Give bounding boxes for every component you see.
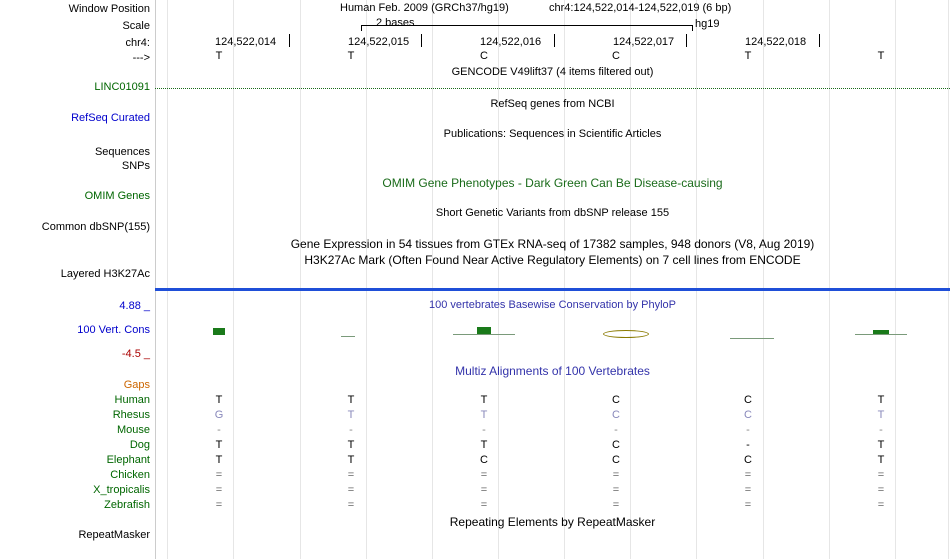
ruler-tick-label: 124,522,018 bbox=[745, 36, 807, 48]
ruler-tick-mark bbox=[819, 34, 820, 47]
align-base: T bbox=[215, 439, 223, 451]
label-linc01091[interactable]: LINC01091 bbox=[94, 81, 150, 93]
track-title-refseq[interactable]: RefSeq genes from NCBI bbox=[490, 98, 615, 110]
align-base: C bbox=[612, 454, 620, 466]
align-base: T bbox=[347, 409, 355, 421]
phylop-bar bbox=[341, 336, 355, 337]
align-base: - bbox=[614, 424, 618, 436]
track-title-omim[interactable]: OMIM Gene Phenotypes - Dark Green Can Be Disease-causing bbox=[382, 176, 723, 190]
align-base: = bbox=[215, 484, 223, 496]
track-title-multiz[interactable]: Multiz Alignments of 100 Vertebrates bbox=[455, 364, 650, 378]
label-species-rhesus[interactable]: Rhesus bbox=[112, 409, 150, 421]
align-base: T bbox=[215, 394, 223, 406]
phylop-bar bbox=[477, 327, 491, 334]
ruler-tick-label: 124,522,017 bbox=[613, 36, 675, 48]
align-base: = bbox=[744, 484, 752, 496]
reference-base: T bbox=[744, 50, 752, 62]
phylop-bar bbox=[213, 328, 225, 335]
align-base: T bbox=[347, 394, 355, 406]
label-window-position: Window Position bbox=[68, 3, 150, 15]
track-title-gtex[interactable]: Gene Expression in 54 tissues from GTEx RNA-seq of 17382 samples, 948 donors (V8, Aug 2019) bbox=[290, 237, 815, 251]
phylop-bar bbox=[603, 330, 649, 338]
align-base: = bbox=[480, 499, 488, 511]
align-base: G bbox=[214, 409, 224, 421]
align-base: = bbox=[612, 499, 620, 511]
align-base: = bbox=[215, 469, 223, 481]
align-base: T bbox=[480, 394, 488, 406]
linc01091-feature[interactable] bbox=[155, 88, 950, 90]
align-base: C bbox=[744, 454, 752, 466]
ruler-tick-label: 124,522,015 bbox=[348, 36, 410, 48]
label-species-mouse[interactable]: Mouse bbox=[116, 424, 150, 436]
align-base: = bbox=[744, 499, 752, 511]
reference-base: C bbox=[612, 50, 620, 62]
track-title-h3k27ac[interactable]: H3K27Ac Mark (Often Found Near Active Regulatory Elements) on 7 cell lines from ENCODE bbox=[304, 253, 801, 267]
label-species-zebrafish[interactable]: Zebrafish bbox=[104, 499, 150, 511]
reference-base: C bbox=[480, 50, 488, 62]
align-base: T bbox=[347, 439, 355, 451]
scale-assembly-label: hg19 bbox=[695, 18, 720, 30]
phylop-bar bbox=[730, 338, 774, 339]
label-species-human[interactable]: Human bbox=[114, 394, 150, 406]
align-base: T bbox=[877, 394, 885, 406]
align-base: - bbox=[482, 424, 486, 436]
align-base: T bbox=[877, 454, 885, 466]
grid-lines bbox=[155, 0, 950, 559]
label-phylop-min: -4.5 _ bbox=[121, 348, 150, 360]
track-title-publications[interactable]: Publications: Sequences in Scientific Articles bbox=[443, 128, 662, 140]
label-refseq-curated[interactable]: RefSeq Curated bbox=[71, 112, 150, 124]
label-phylop-max: 4.88 _ bbox=[119, 300, 150, 312]
label-chrom: chr4: bbox=[125, 37, 150, 49]
align-base: = bbox=[347, 469, 355, 481]
align-base: - bbox=[217, 424, 221, 436]
label-sequences[interactable]: Sequences bbox=[94, 146, 150, 158]
ruler-tick-label: 124,522,014 bbox=[215, 36, 277, 48]
align-base: T bbox=[215, 454, 223, 466]
align-base: C bbox=[612, 439, 620, 451]
align-base: = bbox=[744, 469, 752, 481]
align-base: = bbox=[877, 499, 885, 511]
label-scale: Scale bbox=[122, 20, 150, 32]
assembly-title: Human Feb. 2009 (GRCh37/hg19) bbox=[340, 2, 509, 14]
coordinate-readout: chr4:124,522,014-124,522,019 (6 bp) bbox=[549, 2, 732, 14]
align-base: T bbox=[347, 454, 355, 466]
align-base: T bbox=[480, 409, 488, 421]
align-base: = bbox=[877, 484, 885, 496]
align-base: C bbox=[480, 454, 488, 466]
reference-base: T bbox=[877, 50, 885, 62]
align-base: = bbox=[347, 499, 355, 511]
ruler-tick-mark bbox=[421, 34, 422, 47]
phylop-baseline bbox=[855, 334, 907, 335]
phylop-baseline bbox=[453, 334, 515, 335]
label-species-dog[interactable]: Dog bbox=[129, 439, 150, 451]
label-100vert-cons[interactable]: 100 Vert. Cons bbox=[77, 324, 150, 336]
align-base: - bbox=[879, 424, 883, 436]
align-base: = bbox=[877, 469, 885, 481]
label-omim-genes[interactable]: OMIM Genes bbox=[84, 190, 150, 202]
align-base: C bbox=[744, 409, 752, 421]
scale-value: 2 bases bbox=[376, 17, 415, 29]
track-title-dbsnp[interactable]: Short Genetic Variants from dbSNP release 155 bbox=[435, 207, 670, 219]
align-base: - bbox=[746, 424, 750, 436]
track-data-area bbox=[155, 0, 950, 559]
align-base: C bbox=[744, 394, 752, 406]
track-title-repeatmasker[interactable]: Repeating Elements by RepeatMasker bbox=[449, 515, 656, 529]
align-base: T bbox=[877, 439, 885, 451]
track-title-phylop[interactable]: 100 vertebrates Basewise Conservation by PhyloP bbox=[428, 299, 677, 311]
label-gaps: Gaps bbox=[123, 379, 150, 391]
align-base: - bbox=[349, 424, 353, 436]
label-snps[interactable]: SNPs bbox=[121, 160, 150, 172]
align-base: T bbox=[877, 409, 885, 421]
align-base: = bbox=[612, 484, 620, 496]
track-title-gencode[interactable]: GENCODE V49lift37 (4 items filtered out) bbox=[451, 66, 654, 78]
align-base: = bbox=[215, 499, 223, 511]
align-base: C bbox=[612, 394, 620, 406]
reference-base: T bbox=[215, 50, 223, 62]
label-species-xtropicalis[interactable]: X_tropicalis bbox=[93, 484, 150, 496]
align-base: = bbox=[612, 469, 620, 481]
phylop-top-bar bbox=[155, 288, 950, 291]
label-repeatmasker[interactable]: RepeatMasker bbox=[78, 529, 150, 541]
ruler-tick-mark bbox=[289, 34, 290, 47]
label-strand-arrow: ---> bbox=[132, 52, 150, 64]
reference-base: T bbox=[347, 50, 355, 62]
ruler-tick-label: 124,522,016 bbox=[480, 36, 542, 48]
label-species-elephant[interactable]: Elephant bbox=[106, 454, 150, 466]
align-base: C bbox=[612, 409, 620, 421]
ruler-tick-mark bbox=[686, 34, 687, 47]
label-common-dbsnp[interactable]: Common dbSNP(155) bbox=[41, 221, 150, 233]
align-base: = bbox=[347, 484, 355, 496]
align-base: = bbox=[480, 484, 488, 496]
ruler-tick-mark bbox=[554, 34, 555, 47]
label-species-chicken[interactable]: Chicken bbox=[110, 469, 150, 481]
align-base: = bbox=[480, 469, 488, 481]
track-label-column bbox=[0, 0, 155, 559]
align-base: - bbox=[746, 439, 750, 451]
align-base: T bbox=[480, 439, 488, 451]
label-layered-h3k27ac[interactable]: Layered H3K27Ac bbox=[60, 268, 150, 280]
